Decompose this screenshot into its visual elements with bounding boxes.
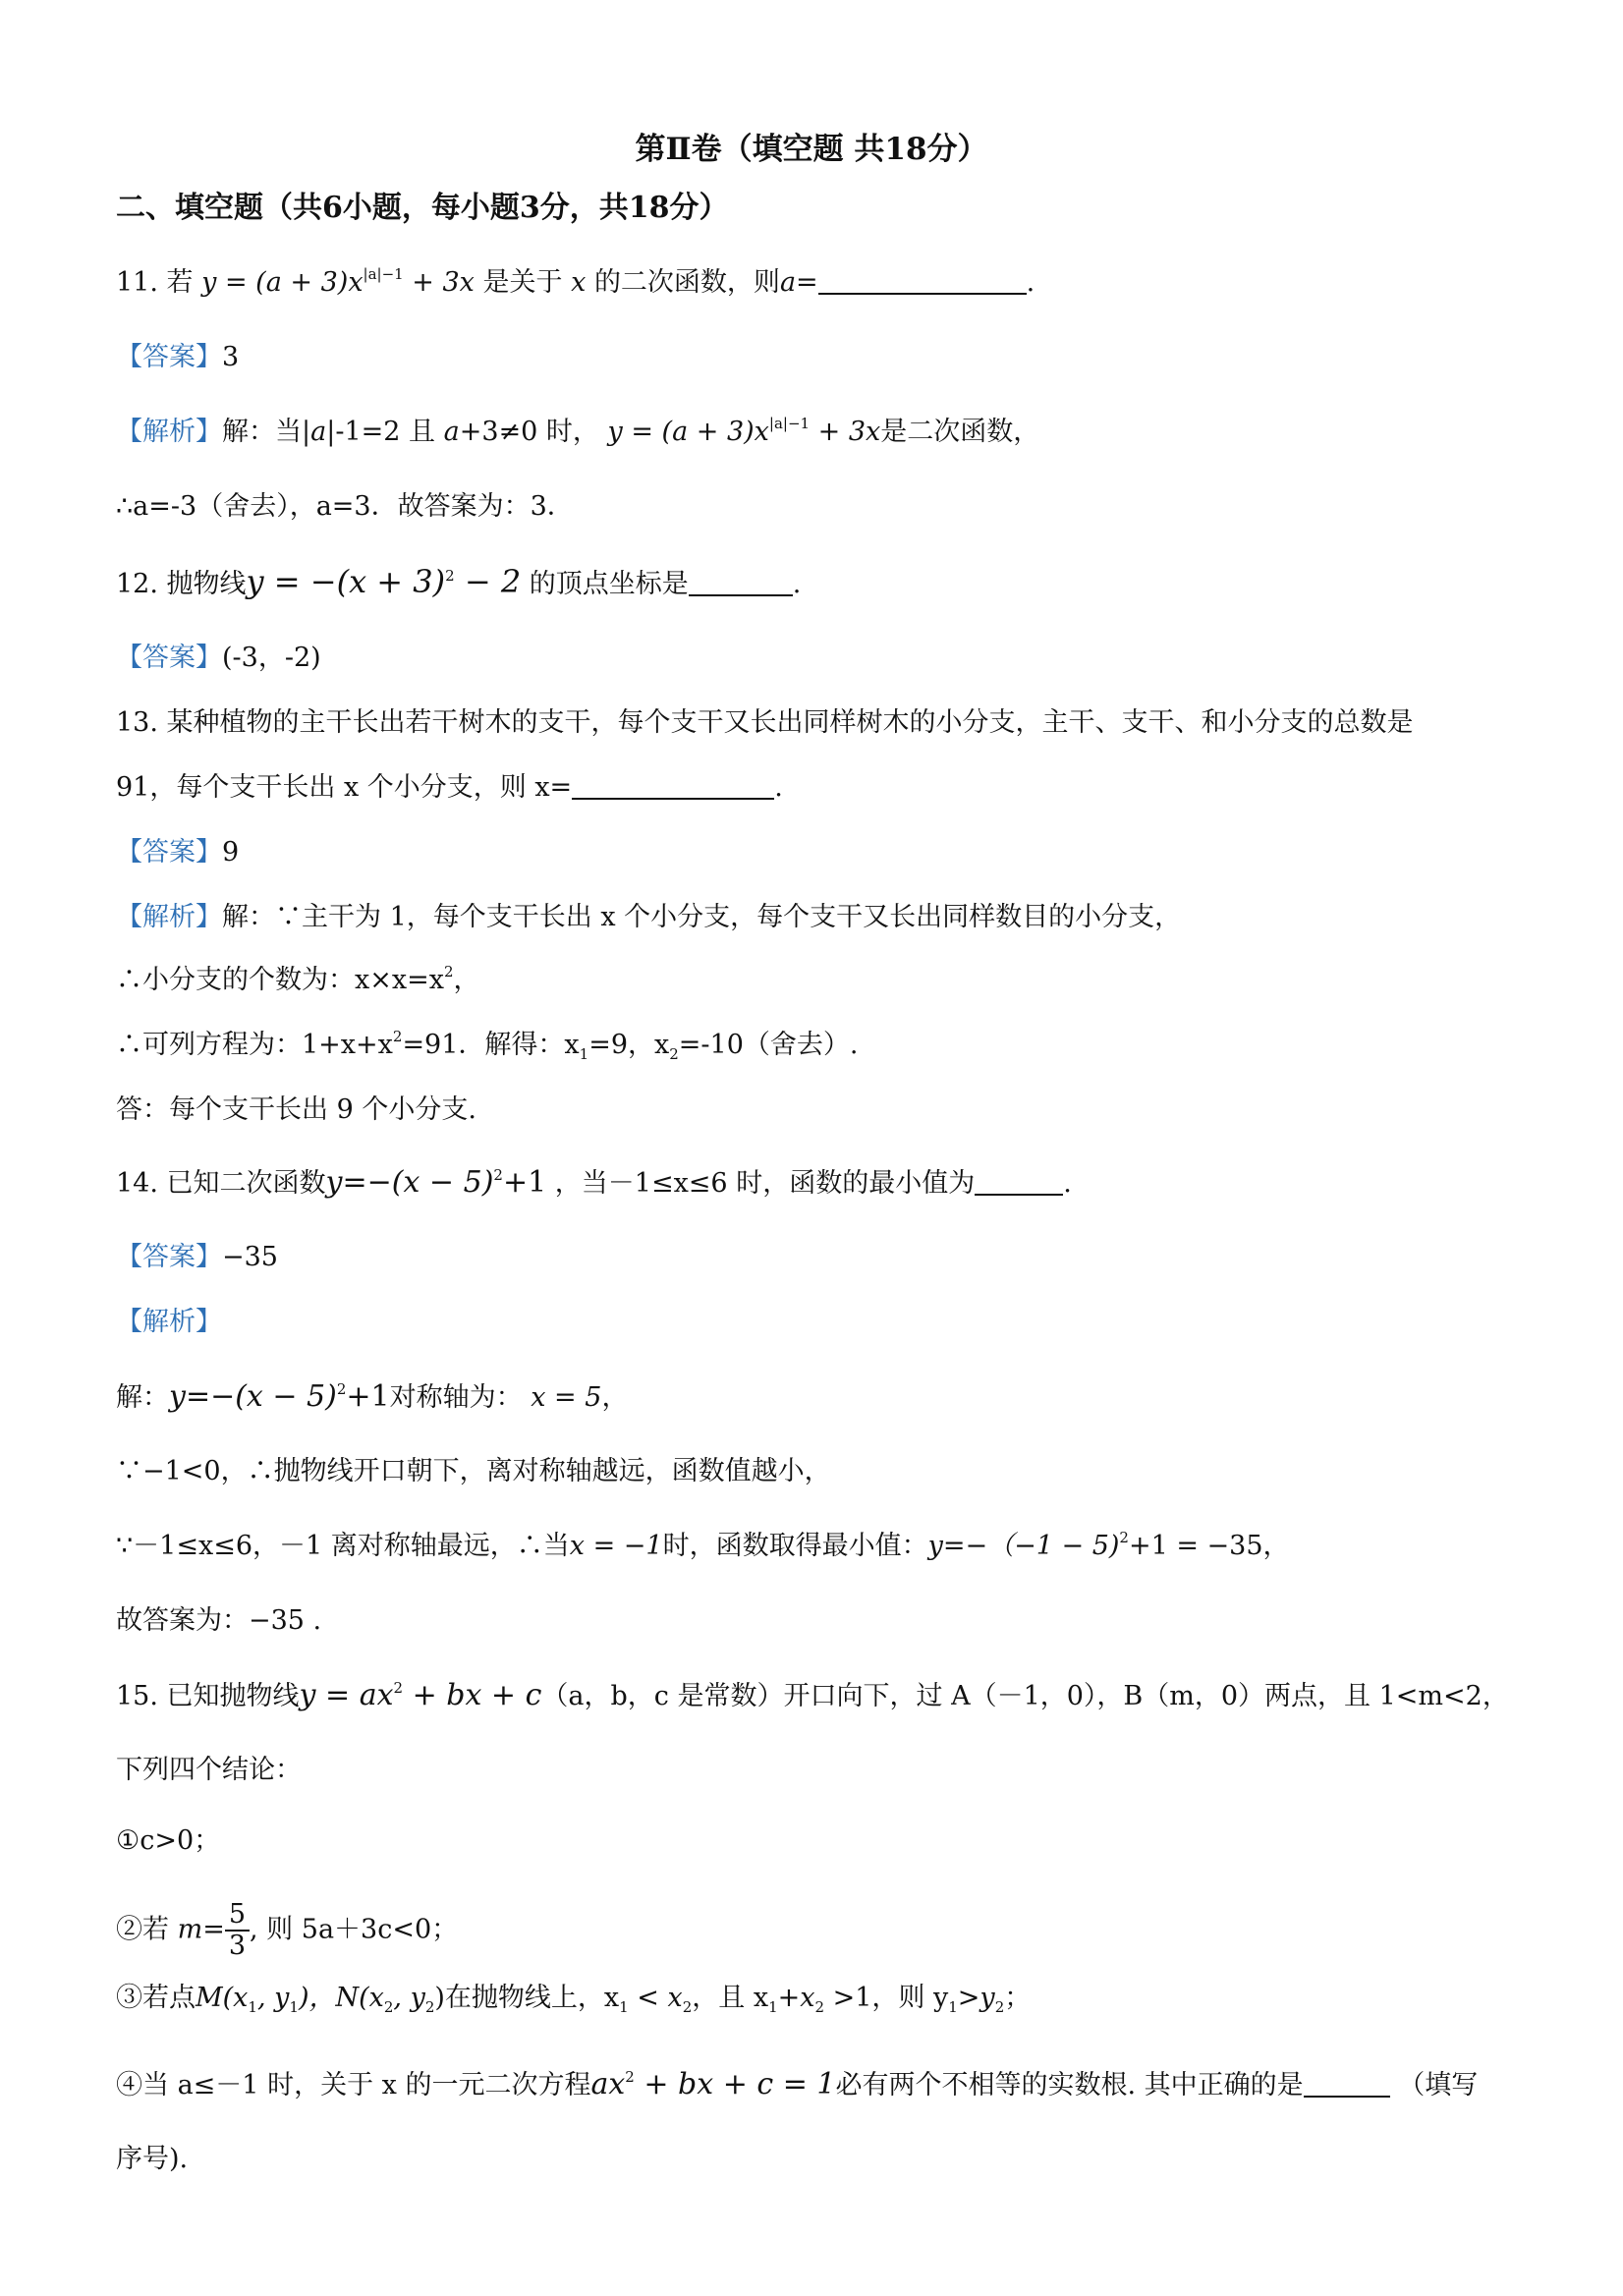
answer-blank bbox=[689, 567, 793, 596]
analysis-11: 【解析】解：当|a|-1=2 且 a+3≠0 时， $y = (a + 3)x^{|a|-1} + 3x$是二次函数， bbox=[116, 415, 1040, 447]
analysis-14 bbox=[116, 1303, 222, 1342]
answer-blank bbox=[572, 770, 774, 800]
analysis-13-step2: ∴可列方程为：$1+x+x^2=91$．解得：$x_1=9$，$x_2=-10$（舍去）. bbox=[116, 1028, 859, 1063]
conclusion-2: ②若 m= $\frac{5}{3}$ , 则 5a＋3c<0； bbox=[116, 1899, 459, 1961]
analysis-13-step3: 答：每个支干长出 9 个小分支. bbox=[116, 1094, 476, 1125]
answer-tag: 【答案】 bbox=[116, 1242, 222, 1272]
analysis-13-step1: ∴小分支的个数为：$x\times x=x^2$， bbox=[116, 963, 480, 995]
analysis-14-step4: 故答案为：−35 . bbox=[116, 1605, 322, 1636]
analysis-14-step1: 解：$y=-(x - 5)^2+1$对称轴为： x = 5， bbox=[116, 1379, 629, 1414]
conclusion-4: ④当 a≤－1 时，关于 x 的一元二次方程$ax^2$ + bx + c = 1必有两个不相等的实数根. 其中正确的是 （填写 bbox=[116, 2067, 1479, 2101]
question-15-last-line: 序号). bbox=[116, 2144, 189, 2174]
question-11: 11. 若 $y = (a + 3)x^{|a|-1} + 3x$ 是关于 x 的二次函数，则a= . bbox=[116, 265, 1035, 298]
conclusion-3: ③若点$M(x_1$, $y_1$)，$N(x_2$, $y_2$)在抛物线上，$x_1 < x_2$，且 $x_1+x_2 >1$，则 $y_1>y_2$； bbox=[116, 1983, 1032, 2016]
analysis-tag: 【解析】 bbox=[116, 417, 222, 447]
answer-blank bbox=[975, 1166, 1063, 1196]
question-15-line2: 下列四个结论： bbox=[116, 1755, 302, 1785]
analysis-14-step2: ∵−1<0，∴抛物线开口朝下，离对称轴越远，函数值越小， bbox=[116, 1456, 831, 1486]
analysis-14-step3: ∵－1≤x≤6，－1 离对称轴最远，∴当x = −1时，函数取得最小值：y=−（−1 − 5)$^2$+1 = −35， bbox=[116, 1529, 1290, 1561]
answer-11: 【答案】3 bbox=[116, 342, 240, 372]
formula: y=−(x − 5) bbox=[325, 1165, 494, 1200]
question-15: 15. 已知抛物线$y = ax^2$ + bx + c（a，b，c 是常数）开口向下，过 A（－1，0），B（m，0）两点，且 1<m<2， bbox=[116, 1678, 1509, 1712]
paper-section-title: 第Ⅱ卷（填空题 共18分） bbox=[635, 132, 988, 167]
question-12: 12. 抛物线$y = -(x + 3)^2 - 2$ 的顶点坐标是 . bbox=[116, 563, 802, 600]
analysis-tag: 【解析】 bbox=[116, 1307, 222, 1337]
answer-13: 【答案】9 bbox=[116, 837, 240, 868]
question-13-line2: 91，每个支干长出 x 个小分支，则 x= . bbox=[116, 772, 783, 803]
question-14: 14. 已知二次函数$y=-(x - 5)^2+1$ ，当－1≤x≤6 时，函数的最小值为 . bbox=[116, 1165, 1072, 1200]
fraction: $\frac{5}{3}$ bbox=[225, 1900, 250, 1961]
answer-blank bbox=[1304, 2068, 1390, 2098]
analysis-13: 【解析】解：∵主干为 1，每个支干长出 x 个小分支，每个支干又长出同样数目的小分支， bbox=[116, 902, 1182, 932]
answer-14: 【答案】−35 bbox=[116, 1242, 278, 1272]
formula: y = −(x + 3) bbox=[246, 563, 446, 600]
formula: y = ax bbox=[299, 1678, 394, 1712]
question-13: 13. 某种植物的主干长出若干树木的支干，每个支干又长出同样树木的小分支，主干、支干、和小分支的总数是 bbox=[116, 707, 1414, 738]
answer-tag: 【答案】 bbox=[116, 342, 222, 372]
answer-12: 【答案】(-3，-2) bbox=[116, 643, 321, 673]
conclusion-1: ①c>0； bbox=[116, 1825, 221, 1856]
formula: y = (a + 3)x bbox=[201, 267, 364, 298]
answer-tag: 【答案】 bbox=[116, 837, 222, 868]
section-heading: 二、填空题（共6小题，每小题3分，共18分） bbox=[116, 191, 729, 225]
analysis-tag: 【解析】 bbox=[116, 902, 222, 932]
answer-tag: 【答案】 bbox=[116, 643, 222, 673]
answer-blank bbox=[818, 265, 1027, 295]
analysis-11-line2: ∴a=-3（舍去），a=3．故答案为：3． bbox=[116, 491, 574, 522]
